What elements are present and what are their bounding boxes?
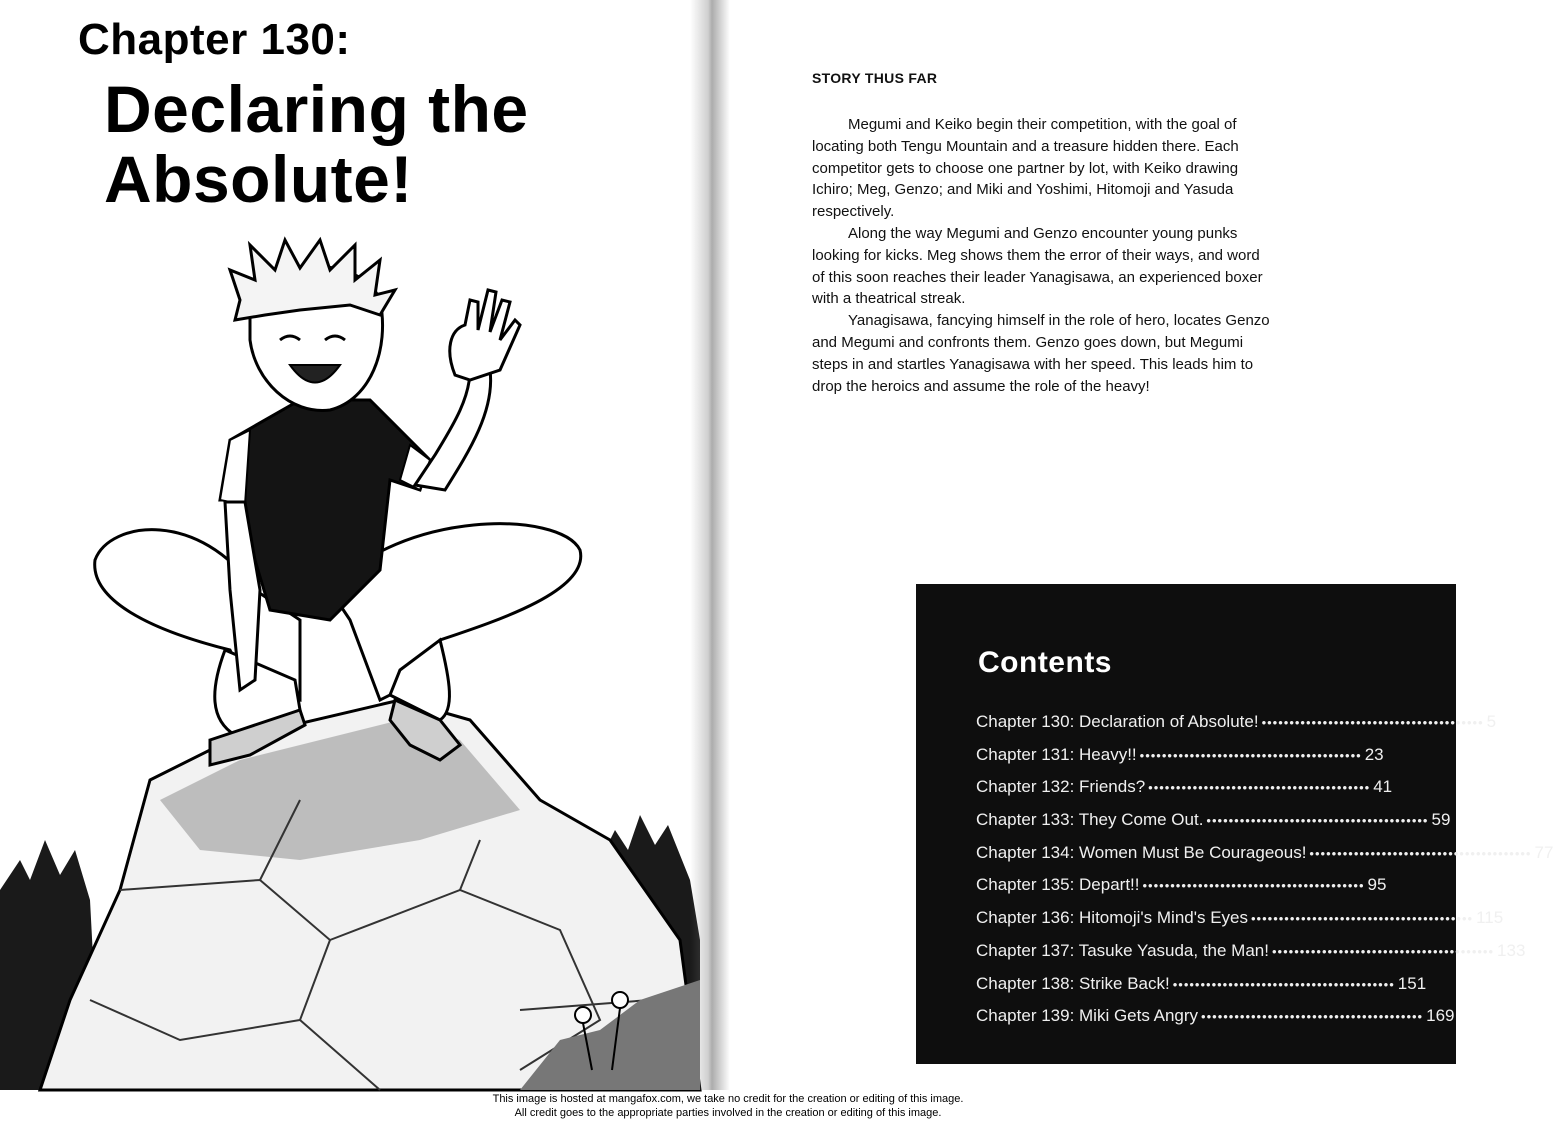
toc-title: Chapter 134: Women Must Be Courageous!: [976, 842, 1307, 862]
toc-page-number: 77: [1534, 842, 1553, 862]
chapter-title-line-2: Absolute!: [104, 142, 413, 216]
story-paragraph: Along the way Megumi and Genzo encounter young punks looking for kicks. Meg shows them the error of their ways, and word of this soon reaches their leader Yanagisawa, an experienced boxer with a theatrical streak.: [812, 224, 1263, 308]
toc-title: Chapter 130: Declaration of Absolute!: [976, 712, 1259, 731]
toc-page-number: 23: [1364, 744, 1384, 764]
toc-entry[interactable]: [976, 744, 1384, 778]
toc-entry[interactable]: [976, 842, 1553, 876]
toc-title: Chapter 132: Friends?: [976, 777, 1146, 797]
toc-title: Chapter 138: Strike Back!: [976, 973, 1170, 993]
toc-leader: ••••••••••••••••••••••••••••••••••••••••: [1261, 715, 1484, 730]
toc-page-number: 115: [1476, 908, 1504, 928]
toc-leader: ••••••••••••••••••••••••••••••••••••••••: [1201, 1009, 1424, 1025]
toc-entry[interactable]: [976, 940, 1526, 974]
toc-page-number: 169: [1426, 1006, 1455, 1026]
chapter-title: [104, 74, 664, 214]
toc-entry[interactable]: [976, 712, 1497, 745]
table-of-contents: [976, 712, 1553, 1039]
toc-entry[interactable]: [976, 908, 1504, 941]
toc-leader: ••••••••••••••••••••••••••••••••••••••••: [1148, 780, 1371, 796]
toc-leader: ••••••••••••••••••••••••••••••••••••••••: [1251, 911, 1474, 927]
chapter-number: Chapter 130:: [78, 15, 351, 64]
toc-title: Chapter 139: Miki Gets Angry: [976, 1006, 1199, 1026]
toc-leader: ••••••••••••••••••••••••••••••••••••••••: [1271, 943, 1495, 959]
toc-title: Chapter 136: Hitomoji's Mind's Eyes: [976, 908, 1248, 928]
story-paragraph: Megumi and Keiko begin their competition, with the goal of locating both Tengu Mountain and a treasure hidden there. Each competitor gets to choose one partner by lot, with Keiko drawing Ichiro; Meg, Genzo; and Miki and Yoshimi, Hitomoji and Yasuda respectively.: [812, 116, 1239, 221]
toc-entry[interactable]: [976, 973, 1427, 1007]
toc-page-number: 151: [1397, 973, 1427, 993]
toc-title: Chapter 133: They Come Out.: [976, 810, 1204, 830]
contents-panel: [916, 584, 1553, 1064]
story-heading: STORY THUS FAR: [812, 70, 938, 86]
chapter-title-line-1: Declaring the: [104, 72, 529, 146]
toc-leader: ••••••••••••••••••••••••••••••••••••••••: [1309, 845, 1532, 861]
story-paragraph: Yanagisawa, fancying himself in the role of hero, locates Genzo and Megumi and confronts them. Genzo goes down, but Megumi steps in and startles Yanagisawa with her speed. This leads him to drop the heroics and assume the role of the heavy!: [812, 312, 1270, 395]
toc-title: Chapter 137: Tasuke Yasuda, the Man!: [976, 940, 1269, 960]
toc-entry[interactable]: [976, 1006, 1455, 1039]
page-gutter: [690, 0, 730, 1090]
contents-heading: Contents: [978, 646, 1112, 679]
toc-entry[interactable]: [976, 875, 1387, 908]
boy-head: [230, 240, 395, 410]
toc-leader: ••••••••••••••••••••••••••••••••••••••••: [1139, 747, 1362, 763]
toc-page-number: 133: [1497, 940, 1526, 960]
toc-title: Chapter 131: Heavy!!: [976, 744, 1137, 764]
toc-entry[interactable]: [976, 810, 1451, 843]
toc-entry[interactable]: [976, 777, 1393, 810]
toc-page-number: 95: [1367, 875, 1387, 895]
story-thus-far: [812, 70, 1272, 397]
credit-line-1: This image is hosted at mangafox.com, we take no credit for the creation or editing of this image.: [492, 1093, 964, 1105]
credit-line-2: All credit goes to the appropriate parties involved in the creation or editing of this image.: [514, 1107, 942, 1119]
hosting-credit: [0, 1092, 1456, 1120]
toc-page-number: 41: [1373, 777, 1393, 797]
toc-leader: ••••••••••••••••••••••••••••••••••••••••: [1142, 878, 1365, 894]
manga-boy-waving-on-rock-icon: [0, 240, 720, 1090]
toc-title: Chapter 135: Depart!!: [976, 875, 1140, 895]
left-page: [0, 0, 720, 1090]
toc-leader: ••••••••••••••••••••••••••••••••••••••••: [1172, 976, 1395, 992]
toc-page-number: 5: [1486, 712, 1497, 731]
toc-page-number: 59: [1431, 810, 1451, 830]
toc-leader: ••••••••••••••••••••••••••••••••••••••••: [1206, 813, 1429, 829]
